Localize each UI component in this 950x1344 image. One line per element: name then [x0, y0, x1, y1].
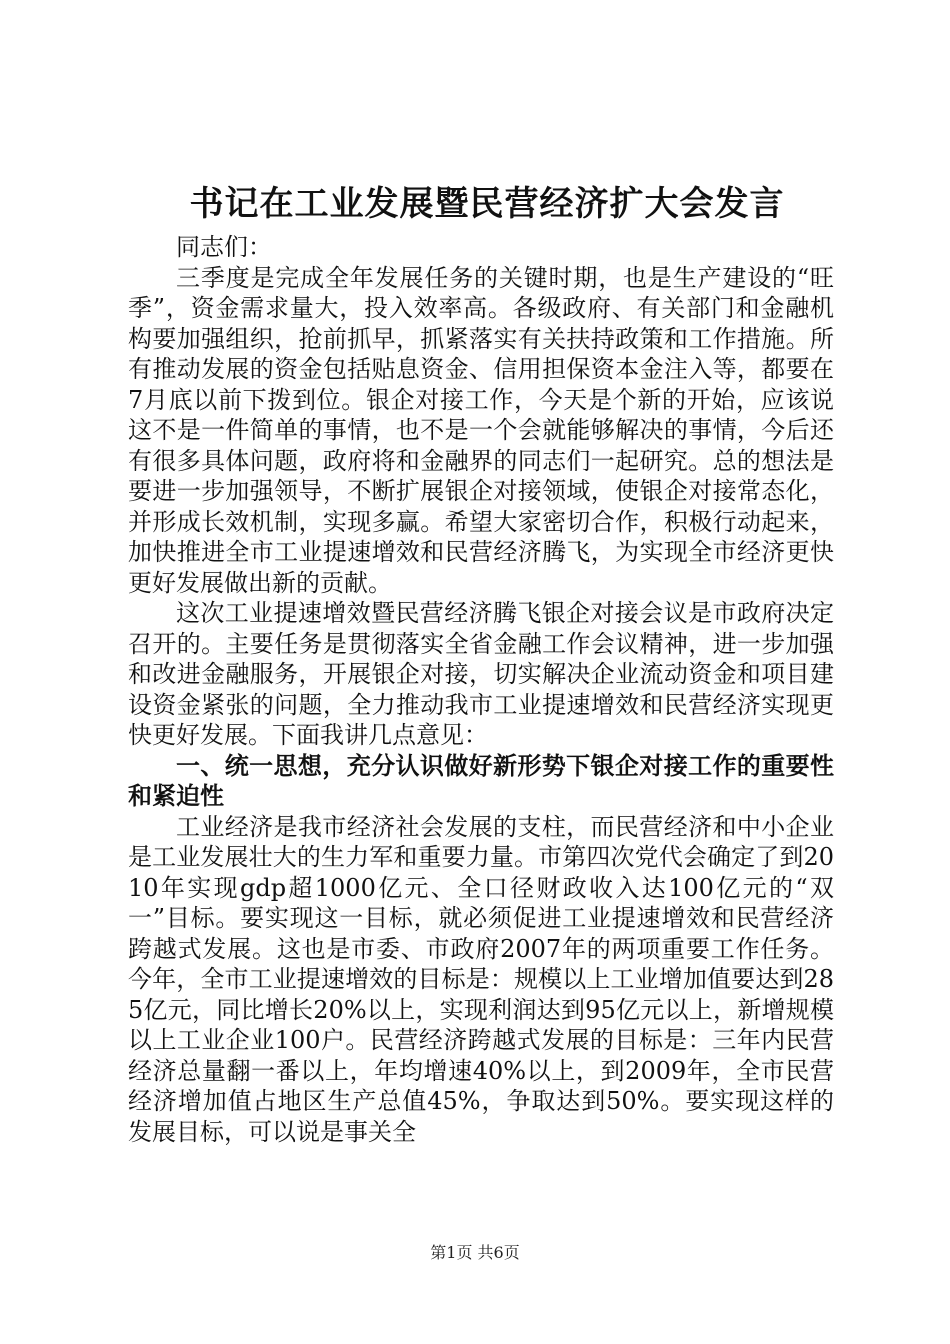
section-heading: 一、统一思想，充分认识做好新形势下银企对接工作的重要性和紧迫性 — [128, 751, 834, 810]
paragraph-2: 这次工业提速增效暨民营经济腾飞银企对接会议是市政府决定召开的。主要任务是贯彻落实全省金融工作会议精神，进一步加强和改进金融服务，开展银企对接，切实解决企业流动资金和项目建设资金紧张的问题，全力推动我市工业提速增效和民营经济实现更快更好发展。下面我讲几点意见： — [128, 599, 834, 749]
document-title: 书记在工业发展暨民营经济扩大会发言 — [189, 184, 785, 224]
paragraph-1: 三季度是完成全年发展任务的关键时期，也是生产建设的“旺季”，资金需求量大，投入效率高。各级政府、有关部门和金融机构要加强组织，抢前抓早，抓紧落实有关扶持政策和工作措施。所有推动发展的资金包括贴息资金、信用担保资本金注入等，都要在7月底以前下拨到位。银企对接工作，今天是个新的开始，应该说这不是一件简单的事情，也不是一个会就能够解决的事情，今后还有很多具体问题，政府将和金融界的同志们一起研究。总的想法是要进一步加强领导，不断扩展银企对接领域，使银企对接常态化，并形成长效机制，实现多赢。希望大家密切合作，积极行动起来，加快推进全市工业提速增效和民营经济腾飞，为实现全市经济更快更好发展做出新的贡献。 — [128, 263, 834, 597]
page-number-footer: 第1页 共6页 — [430, 1243, 520, 1262]
section-paragraph: 工业经济是我市经济社会发展的支柱，而民营经济和中小企业是工业发展壮大的生力军和重要力量。市第四次党代会确定了到2010年实现gdp超1000亿元、全口径财政收入达100亿元的“双一”目标。要实现这一目标，就必须促进工业提速增效和民营经济跨越式发展。这也是市委、市政府2007年的两项重要工作任务。今年，全市工业提速增效的目标是：规模以上工业增加值要达到285亿元，同比增长20%以上，实现利润达到95亿元以上，新增规模以上工业企业100户。民营经济跨越式发展的目标是：三年内民营经济总量翻一番以上，年均增速40%以上，到2009年，全市民营经济增加值占地区生产总值45%，争取达到50%。要实现这样的发展目标，可以说是事关全 — [128, 812, 834, 1146]
salutation: 同志们： — [176, 233, 272, 261]
document-page — [128, 180, 834, 1147]
